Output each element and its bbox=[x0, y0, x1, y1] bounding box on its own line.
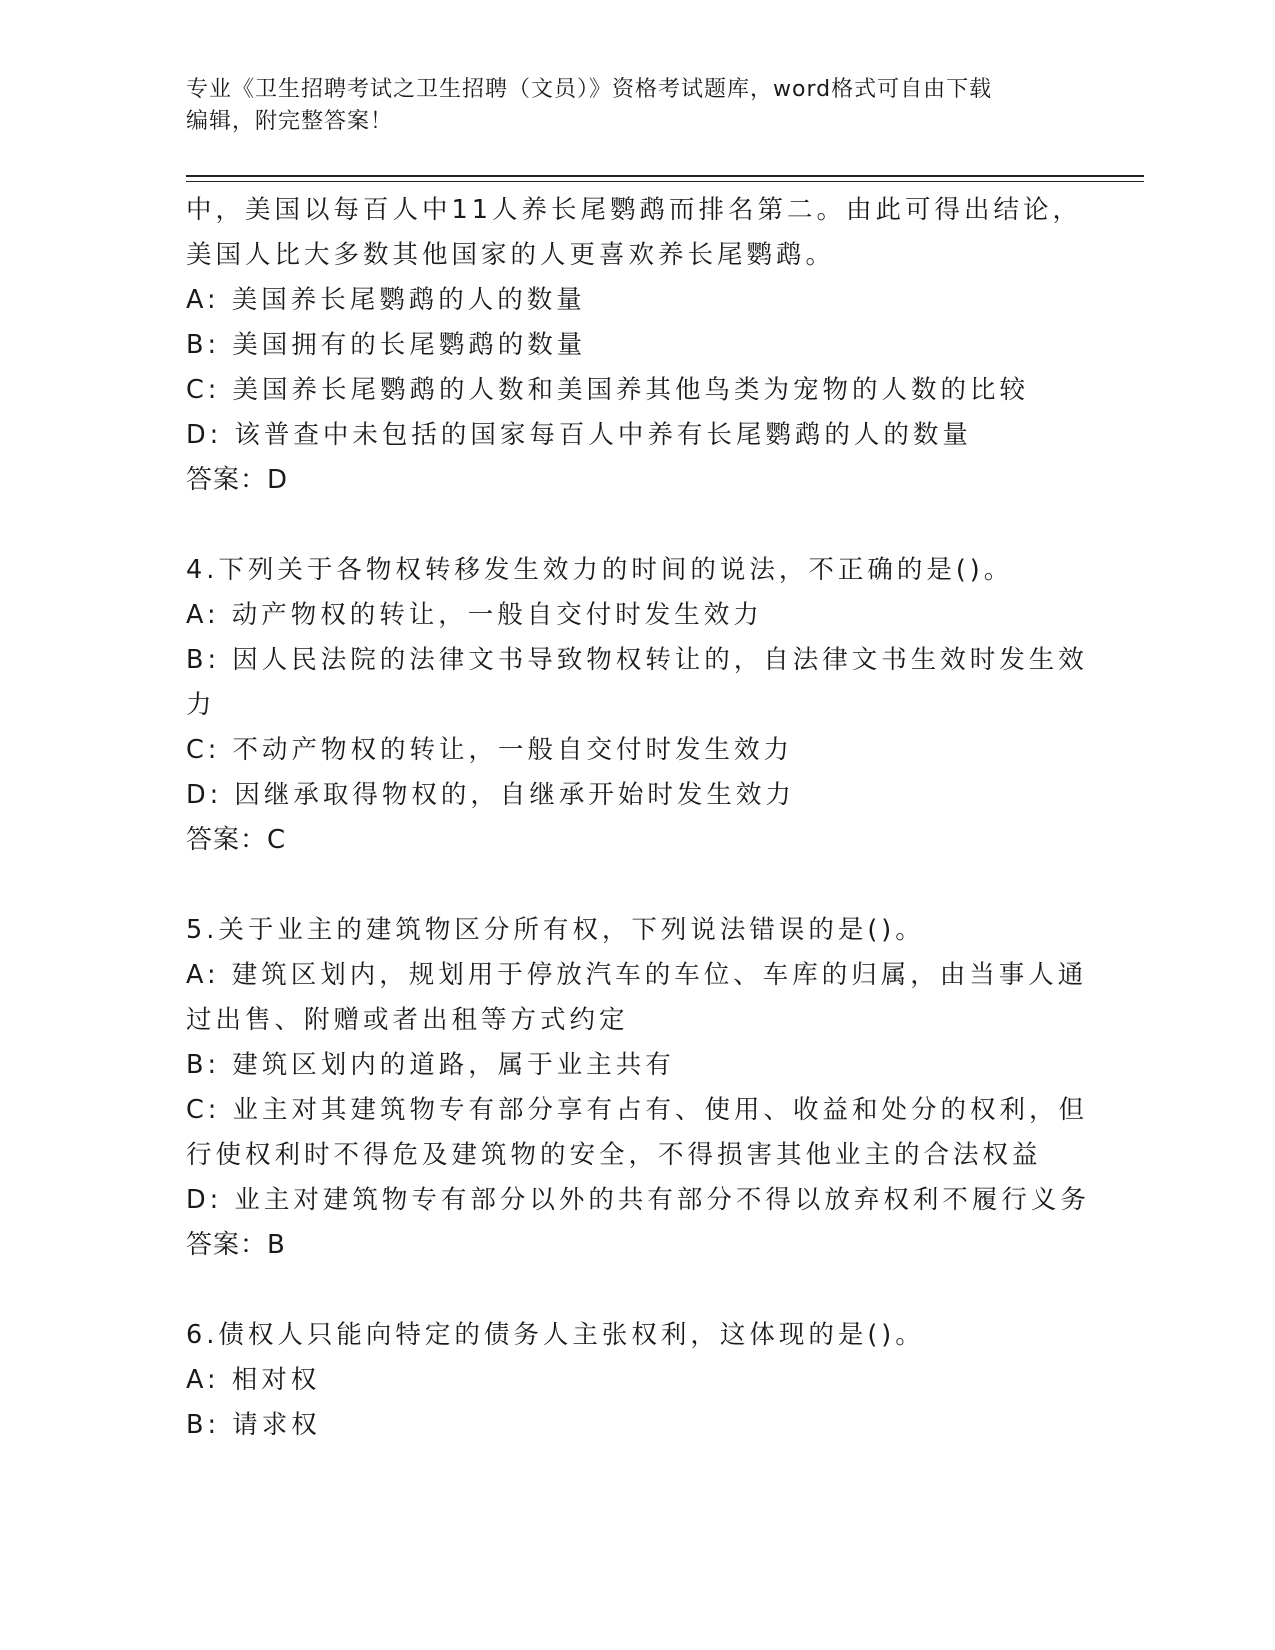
answer-label: 答案：D bbox=[186, 465, 289, 495]
document-header bbox=[186, 74, 1066, 138]
option-a: A: 动产物权的转让，一般自交付时发生效力 bbox=[186, 600, 763, 630]
option-a-continued: 过出售、附赠或者出租等方式约定 bbox=[186, 1005, 629, 1035]
option-c: C: 不动产物权的转让，一般自交付时发生效力 bbox=[186, 735, 794, 765]
question-stem: 5.关于业主的建筑物区分所有权，下列说法错误的是()。 bbox=[186, 915, 925, 945]
option-d: D: 因继承取得物权的，自继承开始时发生效力 bbox=[186, 780, 795, 810]
option-c: C: 业主对其建筑物专有部分享有占有、使用、收益和处分的权利，但 bbox=[186, 1095, 1089, 1125]
option-b: B: 请求权 bbox=[186, 1410, 321, 1440]
header-line-2: 编辑，附完整答案！ bbox=[186, 109, 394, 134]
option-d: D: 业主对建筑物专有部分以外的共有部分不得以放弃权利不履行义务 bbox=[186, 1185, 1090, 1215]
header-line-1: 专业《卫生招聘考试之卫生招聘（文员）》资格考试题库，word格式可自由下载 bbox=[186, 77, 993, 102]
question-3 bbox=[186, 188, 1082, 503]
question-stem: 6.债权人只能向特定的债务人主张权利，这体现的是()。 bbox=[186, 1320, 925, 1350]
option-c-continued: 行使权利时不得危及建筑物的安全，不得损害其他业主的合法权益 bbox=[186, 1140, 1042, 1170]
option-a: A: 相对权 bbox=[186, 1365, 321, 1395]
option-b: B: 建筑区划内的道路，属于业主共有 bbox=[186, 1050, 675, 1080]
question-spacer bbox=[186, 1268, 1066, 1313]
question-stem-line: 美国人比大多数其他国家的人更喜欢养长尾鹦鹉。 bbox=[186, 240, 836, 270]
question-spacer bbox=[186, 863, 1066, 908]
answer-label: 答案：C bbox=[186, 825, 287, 855]
question-spacer bbox=[186, 503, 1066, 548]
question-stem: 4.下列关于各物权转移发生效力的时间的说法，不正确的是()。 bbox=[186, 555, 1014, 585]
option-b-continued: 力 bbox=[186, 690, 216, 720]
header-divider-thick bbox=[186, 175, 1144, 177]
option-b: B: 因人民法院的法律文书导致物权转让的，自法律文书生效时发生效 bbox=[186, 645, 1088, 675]
option-d: D: 该普查中未包括的国家每百人中养有长尾鹦鹉的人的数量 bbox=[186, 420, 972, 450]
option-a: A: 美国养长尾鹦鹉的人的数量 bbox=[186, 285, 586, 315]
option-c: C: 美国养长尾鹦鹉的人数和美国养其他鸟类为宠物的人数的比较 bbox=[186, 375, 1030, 405]
question-list bbox=[186, 188, 1090, 1448]
answer-label: 答案：B bbox=[186, 1230, 286, 1260]
question-4 bbox=[186, 548, 1088, 863]
question-6 bbox=[186, 1313, 1066, 1448]
option-b: B: 美国拥有的长尾鹦鹉的数量 bbox=[186, 330, 587, 360]
question-5 bbox=[186, 908, 1090, 1268]
option-a: A: 建筑区划内，规划用于停放汽车的车位、车库的归属，由当事人通 bbox=[186, 960, 1088, 990]
question-stem-line: 中，美国以每百人中11人养长尾鹦鹉而排名第二。由此可得出结论， bbox=[186, 195, 1082, 225]
header-divider-thin bbox=[186, 181, 1144, 182]
